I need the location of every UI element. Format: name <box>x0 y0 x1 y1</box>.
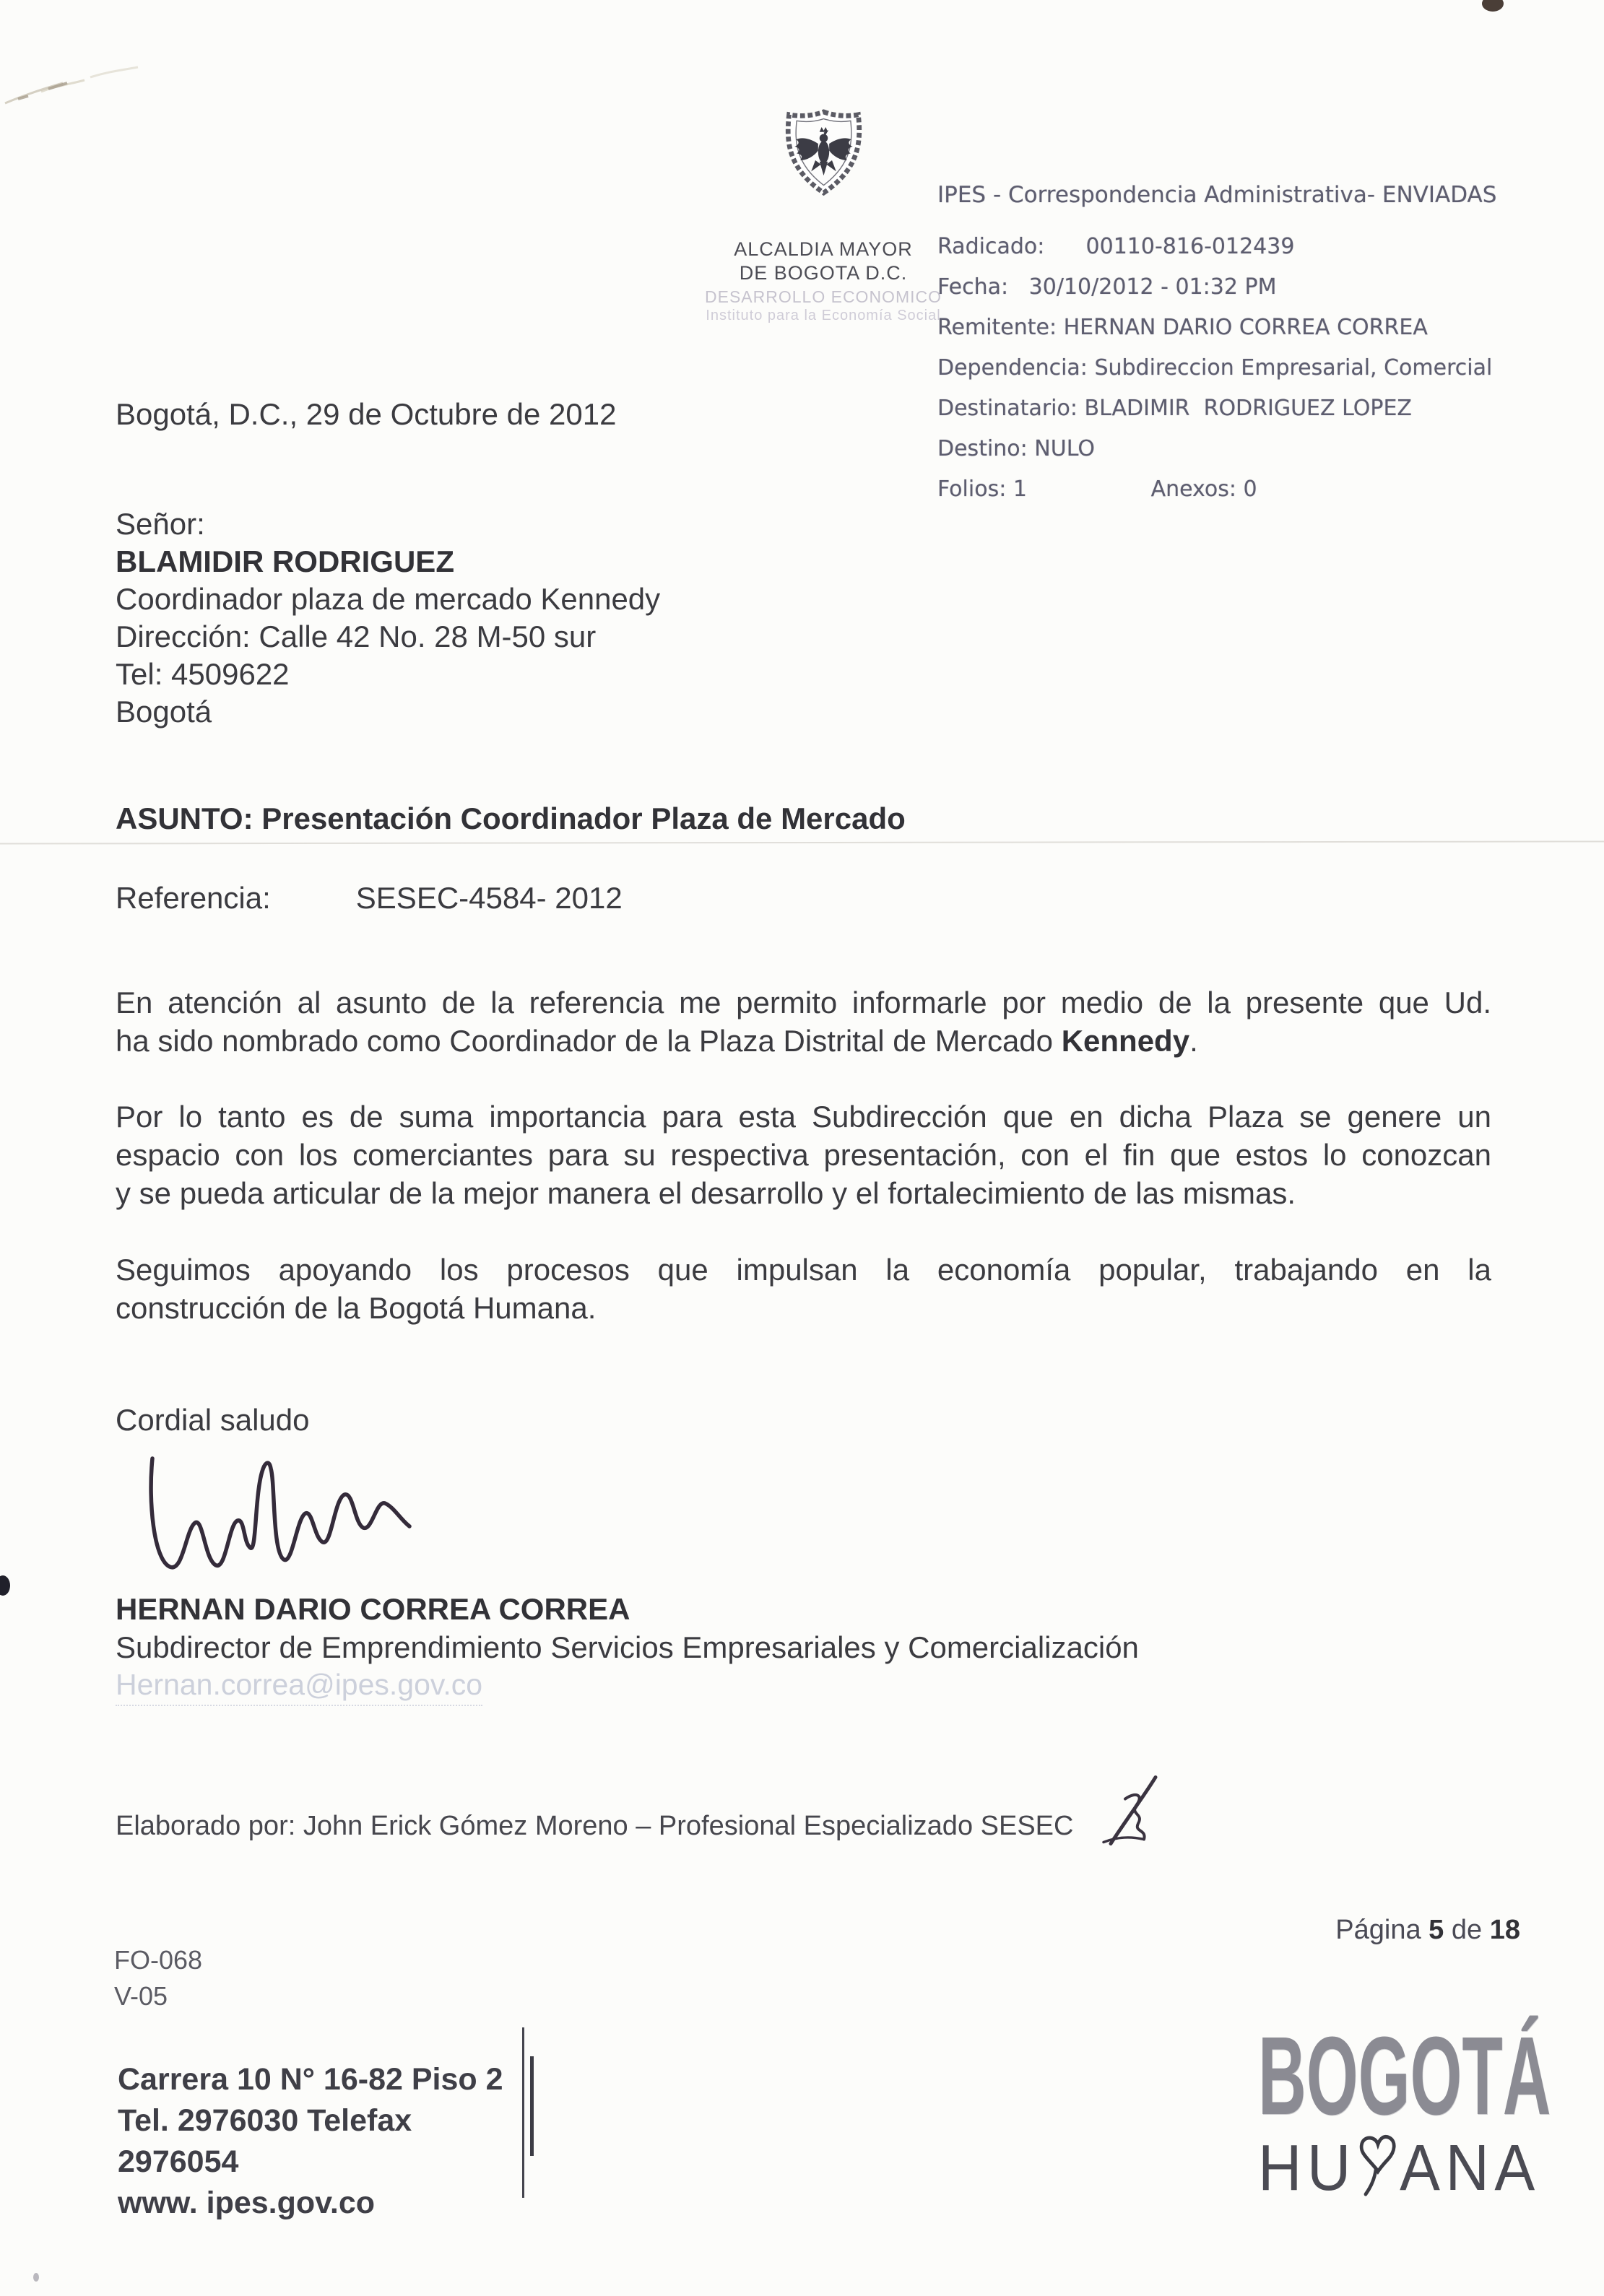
stamp-line-radicado: Radicado: 00110-816-012439 <box>937 234 1295 259</box>
form-version: V-05 <box>114 1981 168 2011</box>
brand-bogota-text: BOGOTÁ <box>1258 2014 1551 2138</box>
footer-address-block <box>118 2059 503 2224</box>
closing-salutation: Cordial saludo <box>116 1403 310 1437</box>
logo-caption-bogota: DE BOGOTA D.C. <box>739 262 908 284</box>
divider-line-thin <box>522 2027 524 2198</box>
recipient-title: Coordinador plaza de mercado Kennedy <box>116 582 661 616</box>
recipient-phone: Tel: 4509622 <box>116 657 290 691</box>
initials-signature-icon <box>1083 1770 1177 1856</box>
page-number <box>1335 1915 1520 1946</box>
form-code: FO-068 <box>114 1945 203 1975</box>
paragraph-line: construcción de la Bogotá Humana. <box>116 1291 597 1325</box>
body-paragraph-2 <box>116 1097 1491 1212</box>
edge-ink-dot <box>0 1575 10 1596</box>
paragraph-line: y se pueda articular de la mejor manera el desarrollo y el fortalecimiento de las mismas. <box>116 1176 1296 1210</box>
reference-value: SESEC-4584- 2012 <box>355 881 623 915</box>
paragraph-line: espacio con los comerciantes para su respectiva presentación, con el fin que estos lo conozcan <box>116 1138 1491 1172</box>
coat-of-arms-icon <box>782 107 865 198</box>
recipient-salutation: Señor: <box>116 507 205 541</box>
stamp-line-folios-anexos: Folios: 1 Anexos: 0 <box>937 477 1257 502</box>
paragraph-line: Seguimos apoyando los procesos que impulsan la economía popular, trabajando en la <box>116 1253 1491 1287</box>
brand-humana-text <box>1258 2131 1540 2206</box>
paragraph-bold-text: Kennedy <box>1061 1024 1190 1058</box>
paragraph-line: Por lo tanto es de suma importancia para esta Subdirección que en dicha Plaza se genere un <box>116 1100 1491 1134</box>
recipient-name: BLAMIDIR RODRIGUEZ <box>116 544 454 578</box>
logo-caption-alcaldia: ALCALDIA MAYOR <box>734 238 913 260</box>
footer-address-fax: 2976054 <box>118 2144 239 2179</box>
signature-icon <box>141 1451 480 1585</box>
recipient-city: Bogotá <box>116 695 212 729</box>
body-paragraph-1 <box>116 983 1491 1060</box>
signer-title: Subdirector de Emprendimiento Servicios Empresariales y Comercialización <box>116 1630 1139 1664</box>
stamp-line-remitente: Remitente: HERNAN DARIO CORREA CORREA <box>937 315 1428 340</box>
page-of: de <box>1451 1915 1483 1945</box>
stamp-line-destino: Destino: NULO <box>937 436 1095 461</box>
body-paragraph-3 <box>116 1251 1491 1327</box>
logo-caption-instituto: Instituto para la Economía Social <box>706 308 941 323</box>
paragraph-text: . <box>1189 1024 1198 1058</box>
stamp-line-dependencia: Dependencia: Subdireccion Empresarial, Comercial <box>937 355 1493 381</box>
signer-email: Hernan.correa@ipes.gov.co <box>116 1668 482 1706</box>
stamp-line-fecha: Fecha: 30/10/2012 - 01:32 PM <box>937 274 1277 300</box>
paper-crease-line <box>0 840 1604 844</box>
signer-name: HERNAN DARIO CORREA CORREA <box>116 1592 630 1626</box>
recipient-block <box>116 505 660 731</box>
page-label: Página <box>1335 1915 1421 1945</box>
pencil-scribble <box>4 54 170 119</box>
stamp-block <box>937 182 1573 510</box>
subject-line: ASUNTO: Presentación Coordinador Plaza de Mercado <box>116 801 906 835</box>
brand-humana-pre: HU <box>1258 2132 1356 2204</box>
ink-blot-top-edge <box>1482 0 1504 12</box>
stamp-line-destinatario: Destinatario: BLADIMIR RODRIGUEZ LOPEZ <box>937 396 1412 421</box>
divider-line-thick <box>530 2056 534 2156</box>
recipient-address: Dirección: Calle 42 No. 28 M-50 sur <box>116 619 597 653</box>
letter-date: Bogotá, D.C., 29 de Octubre de 2012 <box>116 397 617 431</box>
brand-humana-post: ANA <box>1400 2132 1540 2204</box>
paragraph-line: En atención al asunto de la referencia me permito informarle por medio de la presente que Ud. <box>116 986 1491 1019</box>
elaborado-line: Elaborado por: John Erick Gómez Moreno – Profesional Especializado SESEC <box>116 1811 1074 1841</box>
paragraph-text: ha sido nombrado como Coordinador de la Plaza Distrital de Mercado <box>116 1024 1062 1058</box>
reference-line <box>116 879 623 917</box>
heart-icon <box>1358 2131 1399 2204</box>
paragraph-line <box>116 1022 1491 1060</box>
footer-address-website: www. ipes.gov.co <box>118 2186 376 2220</box>
reference-label: Referencia: <box>116 881 271 915</box>
bottom-left-mark <box>33 2273 39 2282</box>
page-num: 5 <box>1429 1915 1444 1945</box>
logo-caption-desarrollo: DESARROLLO ECONOMICO <box>705 287 942 306</box>
page-total: 18 <box>1489 1915 1520 1945</box>
footer-address-street: Carrera 10 N° 16-82 Piso 2 <box>118 2062 503 2097</box>
brand-logo <box>1258 2014 1561 2206</box>
footer-address-phone: Tel. 2976030 Telefax <box>118 2103 412 2138</box>
stamp-title: IPES - Correspondencia Administrativa- ENVIADAS <box>937 182 1497 208</box>
